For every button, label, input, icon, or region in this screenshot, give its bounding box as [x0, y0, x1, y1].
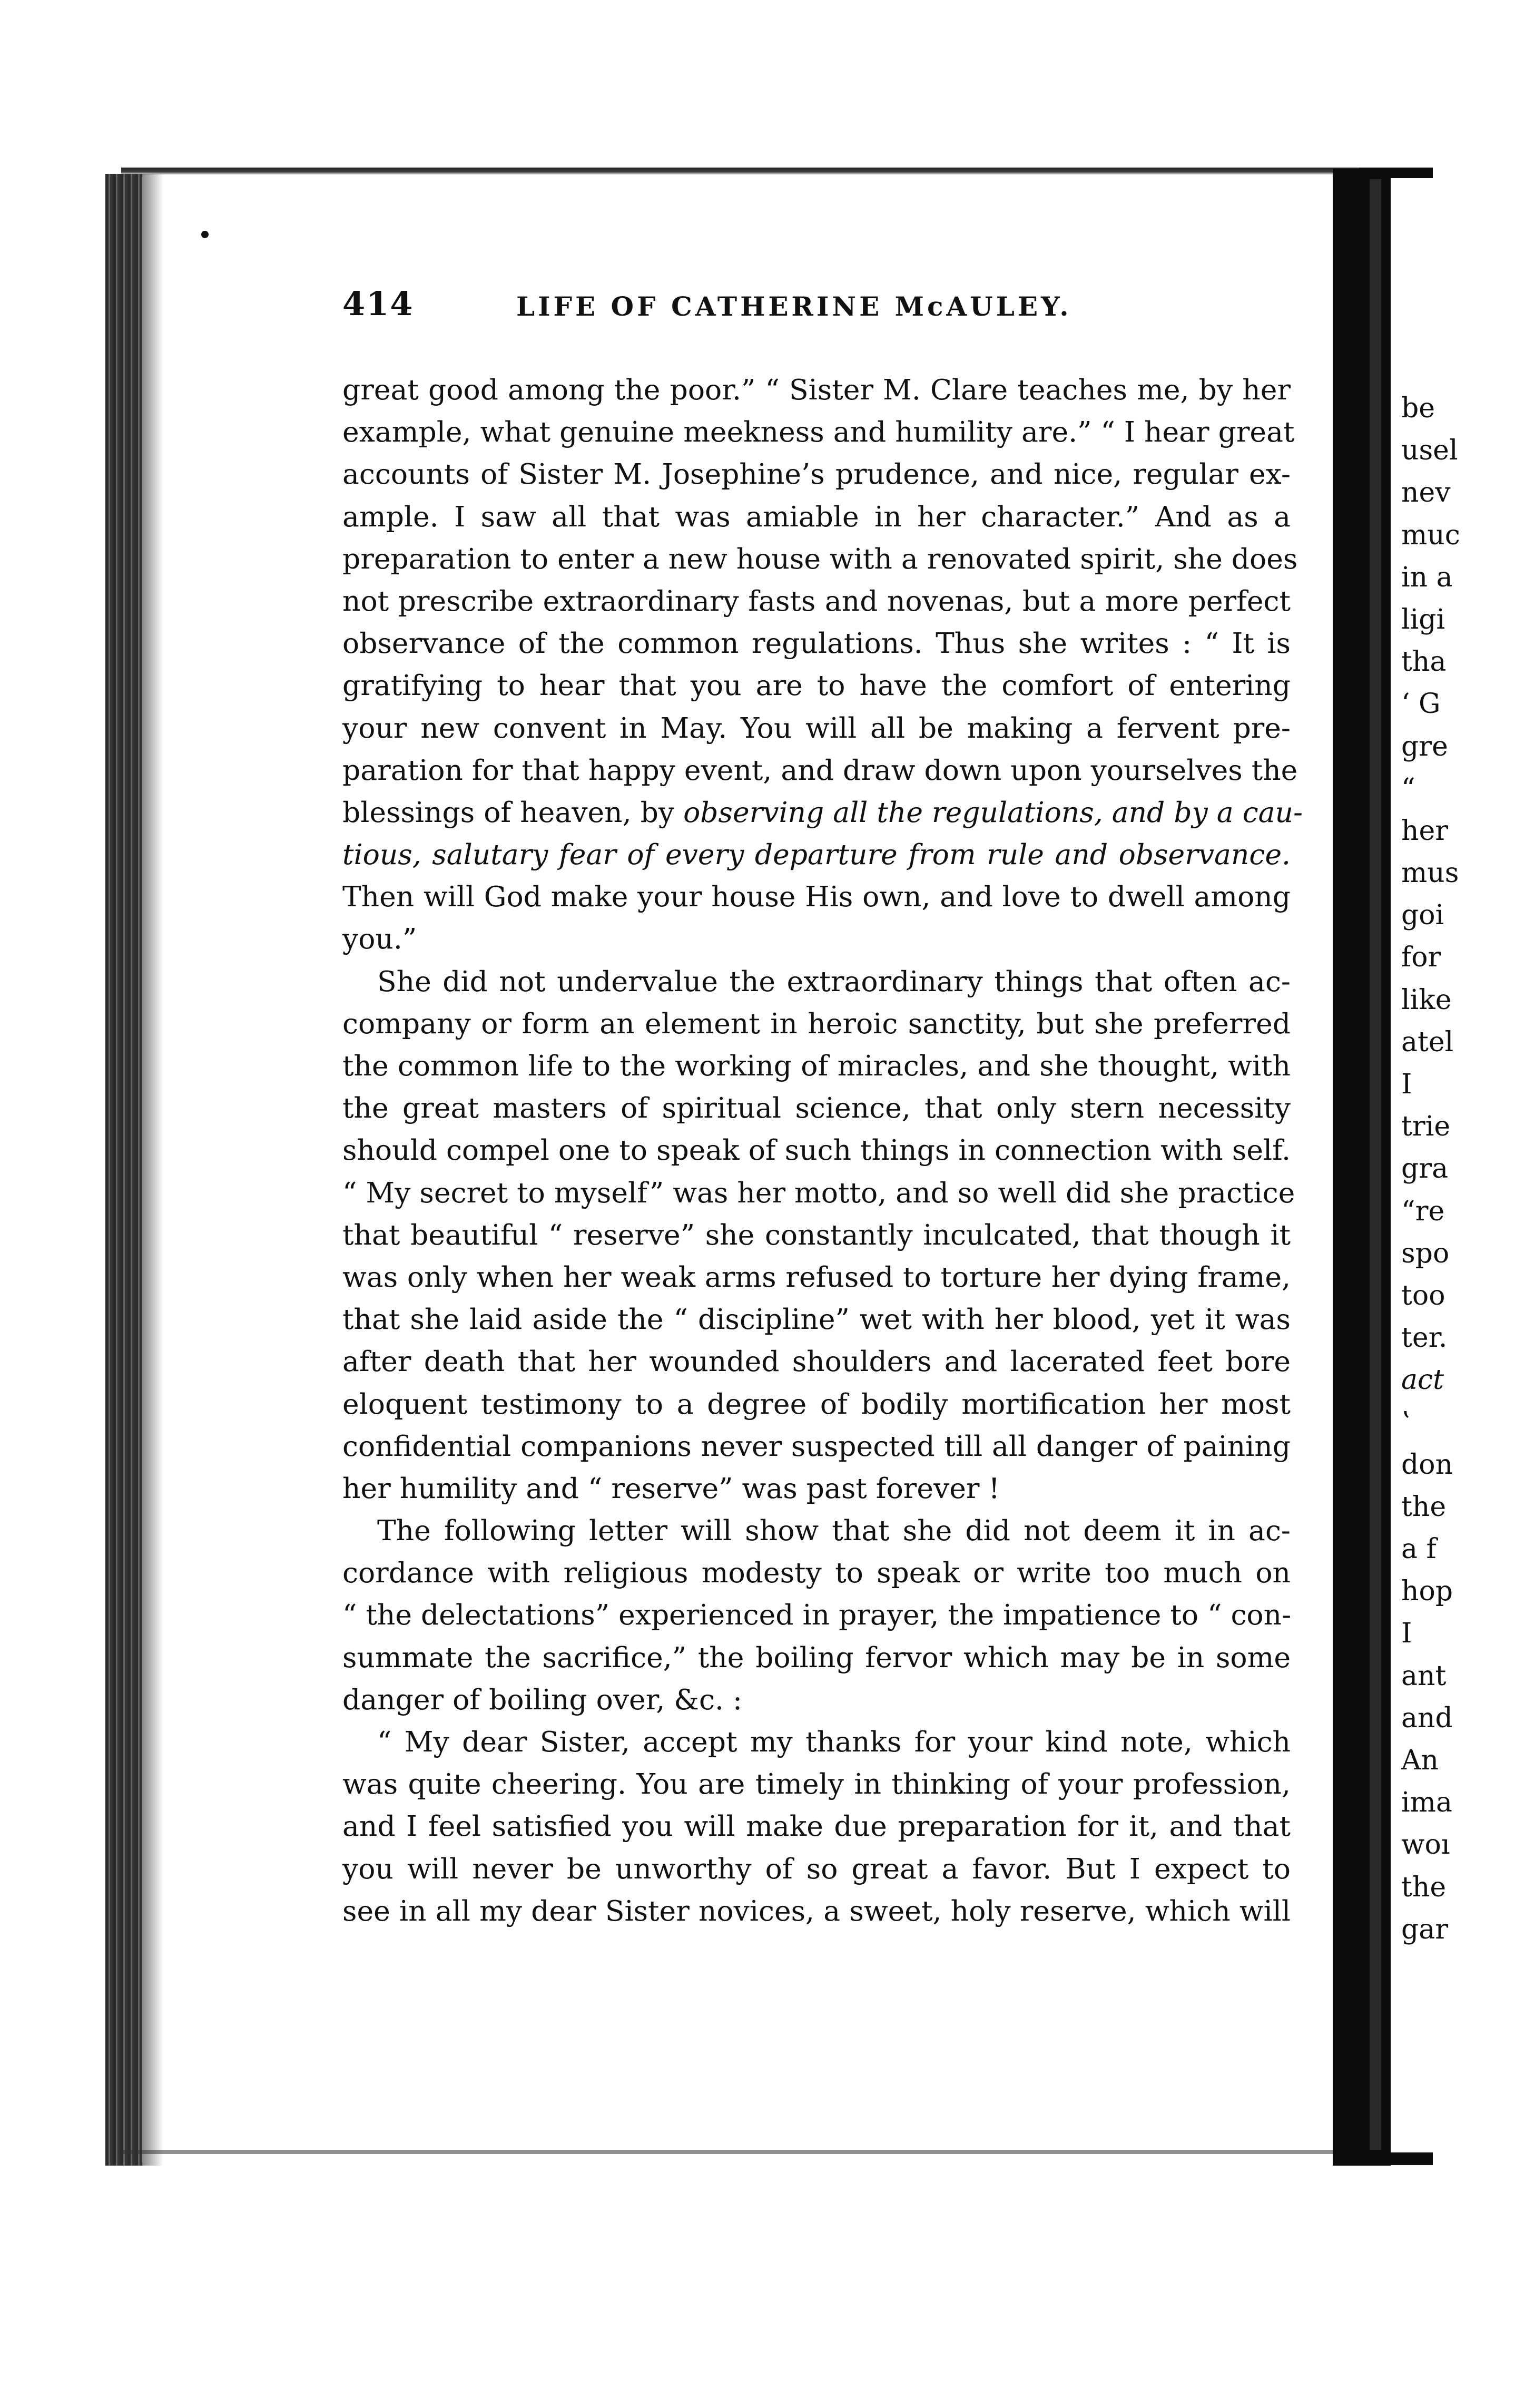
margin-fragment: and	[1401, 1702, 1453, 1734]
text-line: She did not undervalue the extraordinary things that often ac-	[377, 964, 1291, 998]
facing-page-edge	[1333, 169, 1391, 2166]
facing-page-bottom-flare	[1359, 2152, 1433, 2165]
margin-fragment: ‘ G	[1401, 688, 1441, 720]
text-line	[342, 791, 1303, 834]
text-line: company or form an element in heroic sanctity, but she preferred	[342, 1006, 1291, 1040]
page-header	[342, 285, 1343, 332]
margin-fragment: usel	[1401, 435, 1458, 467]
text-line	[342, 834, 1291, 876]
margin-fragment: “re	[1401, 1195, 1445, 1227]
margin-fragment: gra	[1401, 1153, 1449, 1185]
text-line: gratifying to hear that you are to have the comfort of entering	[342, 669, 1291, 702]
page-number: 414	[342, 285, 414, 323]
text-line: preparation to enter a new house with a renovated spirit, she does	[342, 542, 1298, 575]
text-line: “ My dear Sister, accept my thanks for your kind note, which	[377, 1725, 1291, 1758]
margin-fragment: ʽ	[1401, 1406, 1410, 1438]
margin-fragment: spo	[1401, 1237, 1450, 1269]
facing-page-fragments	[1401, 387, 1512, 1951]
text-line: you will never be unworthy of so great a favor. But I expect to	[342, 1852, 1291, 1885]
margin-fragment: nev	[1401, 477, 1451, 509]
margin-fragment: woı	[1401, 1829, 1450, 1861]
body-text	[342, 369, 1303, 1932]
margin-fragment: gre	[1401, 730, 1448, 762]
margin-fragment: the	[1401, 1871, 1447, 1903]
text-line: danger of boiling over, &c. :	[342, 1682, 743, 1716]
text-line: great good among the poor.” “ Sister M. Clare teaches me, by her	[342, 373, 1291, 406]
margin-fragment: I	[1401, 1618, 1412, 1650]
text-line: the great masters of spiritual science, that only stern necessity	[342, 1091, 1291, 1125]
text-line: that beautiful “ reserve” she constantly inculcated, that though it	[342, 1218, 1291, 1251]
bottom-page-edge	[121, 2150, 1364, 2154]
margin-fragment: gar	[1401, 1913, 1449, 1945]
margin-fragment: ant	[1401, 1660, 1447, 1692]
ink-dot	[201, 231, 209, 238]
text-line: Then will God make your house His own, and love to dwell among	[342, 880, 1291, 914]
text-line: ample. I saw all that was amiable in her character.” And as a	[342, 500, 1291, 533]
margin-fragment: atel	[1401, 1026, 1454, 1058]
text-line: her humility and “ reserve” was past forever !	[342, 1471, 1000, 1505]
margin-fragment: ligi	[1401, 603, 1445, 635]
text-line: your new convent in May. You will all be making a fervent pre-	[342, 711, 1291, 745]
text-line: cordance with religious modesty to speak or write too much on	[342, 1556, 1291, 1590]
italic-text: observing all the regulations, and by a cau-	[683, 795, 1303, 829]
binding-gutter	[105, 174, 142, 2166]
text-line: the common life to the working of miracles, and she thought, with	[342, 1049, 1291, 1082]
text-line: was only when her weak arms refused to torture her dying frame,	[342, 1260, 1291, 1294]
margin-fragment: act	[1401, 1364, 1444, 1396]
gutter-shadow	[142, 174, 163, 2166]
text-line: see in all my dear Sister novices, a sweet, holy reserve, which will	[342, 1894, 1291, 1927]
text-line: observance of the common regulations. Thus she writes : “ It is	[342, 627, 1291, 660]
text-line: confidential companions never suspected till all danger of paining	[342, 1429, 1291, 1463]
text-line: was quite cheering. You are timely in thinking of your profession,	[342, 1767, 1291, 1801]
top-page-edge	[121, 168, 1364, 175]
margin-fragment: tha	[1401, 646, 1447, 678]
margin-fragment: for	[1401, 942, 1441, 974]
margin-fragment: ima	[1401, 1787, 1452, 1819]
text-run: blessings of heaven, by	[342, 795, 684, 829]
text-line: summate the sacrifice,” the boiling fervor which may be in some	[342, 1640, 1291, 1674]
margin-fragment: be	[1401, 393, 1435, 424]
margin-fragment: too	[1401, 1279, 1445, 1311]
text-line: that she laid aside the “ discipline” wet with her blood, yet it was	[342, 1303, 1291, 1336]
text-line: The following letter will show that she did not deem it in ac-	[377, 1514, 1291, 1548]
margin-fragment: goi	[1401, 899, 1444, 932]
margin-fragment: a f	[1401, 1533, 1437, 1565]
margin-fragment: ter.	[1401, 1322, 1448, 1354]
text-line: paration for that happy event, and draw down upon yourselves the	[342, 753, 1298, 787]
text-line: “ My secret to myself” was her motto, and so well did she practice	[342, 1176, 1295, 1209]
facing-page-edge-inner	[1370, 179, 1381, 2150]
facing-page-top-flare	[1359, 168, 1433, 178]
margin-fragment: trie	[1401, 1111, 1451, 1143]
italic-text: tious, salutary fear of every departure from rule and observance.	[342, 838, 1291, 872]
margin-fragment: the	[1401, 1491, 1447, 1523]
text-line: not prescribe extraordinary fasts and novenas, but a more perfect	[342, 584, 1291, 618]
text-line: and I feel satisfied you will make due preparation for it, and that	[342, 1809, 1291, 1843]
running-head: LIFE OF CATHERINE McAULEY.	[516, 291, 1072, 322]
text-line: eloquent testimony to a degree of bodily mortification her most	[342, 1387, 1291, 1421]
text-line: “ the delectations” experienced in prayer, the impatience to “ con-	[342, 1598, 1292, 1632]
margin-fragment: I	[1401, 1069, 1412, 1100]
text-line: should compel one to speak of such things in connection with self.	[342, 1133, 1291, 1167]
margin-fragment: don	[1401, 1448, 1453, 1481]
margin-fragment: her	[1401, 815, 1449, 847]
margin-fragment: “	[1401, 772, 1415, 805]
margin-fragment: An	[1401, 1745, 1439, 1776]
margin-fragment: mus	[1401, 857, 1459, 889]
text-line: you.”	[342, 922, 417, 956]
margin-fragment: like	[1401, 984, 1452, 1016]
text-line: example, what genuine meekness and humility are.” “ I hear great	[342, 415, 1295, 449]
text-line: accounts of Sister M. Josephine’s prudence, and nice, regular ex-	[342, 457, 1291, 491]
margin-fragment: muc	[1401, 519, 1460, 551]
text-line: after death that her wounded shoulders and lacerated feet bore	[342, 1345, 1291, 1378]
margin-fragment: hop	[1401, 1575, 1453, 1608]
margin-fragment: in a	[1401, 561, 1453, 593]
